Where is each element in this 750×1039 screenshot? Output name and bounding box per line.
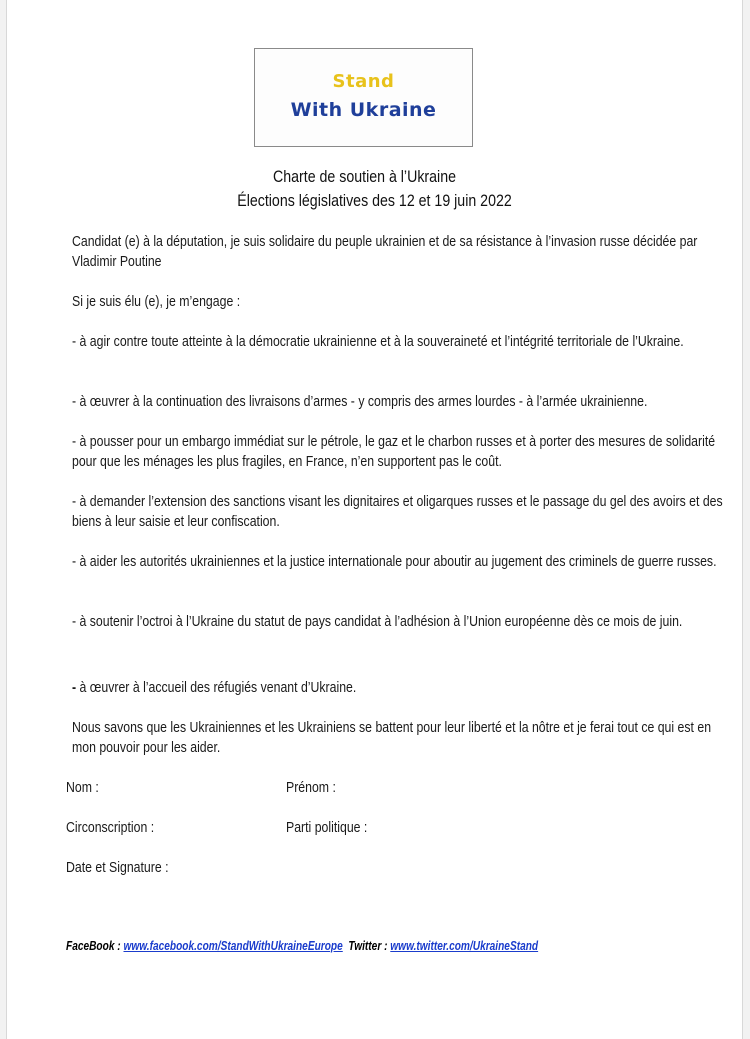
logo-line-stand: Stand <box>332 71 395 92</box>
bold-dash: - <box>72 680 77 696</box>
logo-line-with-ukraine: With Ukraine <box>290 99 437 121</box>
footer-social-links <box>66 938 538 953</box>
document-title: Charte de soutien à l’Ukraine <box>272 168 456 186</box>
field-prenom: Prénom : <box>286 780 336 796</box>
pledge-item-weapons: - à œuvrer à la continuation des livraisons d’armes - y compris des armes lourdes - à l’armée ukrainienne. <box>72 394 648 410</box>
twitter-label: Twitter : <box>348 938 388 953</box>
pledge-item-eu-candidacy: - à soutenir l’octroi à l’Ukraine du statut de pays candidat à l’adhésion à l’Union européenne dès ce mois de juin. <box>72 614 683 630</box>
field-circonscription: Circonscription : <box>66 820 155 836</box>
stand-with-ukraine-logo <box>254 48 473 147</box>
field-nom: Nom : <box>66 780 99 796</box>
document-page <box>6 0 743 1039</box>
closing-paragraph: Nous savons que les Ukrainiennes et les Ukrainiens se battent pour leur liberté et la nôtre et je ferai tout ce qui est en mon pouvoir pour les aider. <box>72 720 712 756</box>
pledge-item-refugees <box>72 678 726 698</box>
pledge-item-embargo: - à pousser pour un embargo immédiat sur le pétrole, le gaz et le charbon russes et à porter des mesures de solidarité pour que les ménages les plus fragiles, en France, n’en supportent pas le coût. <box>72 434 716 470</box>
field-parti-politique: Parti politique : <box>286 820 368 836</box>
document-subtitle: Élections législatives des 12 et 19 juin 2022 <box>237 192 512 210</box>
pledge-item-justice: - à aider les autorités ukrainiennes et la justice internationale pour aboutir au jugement des criminels de guerre russes. <box>72 554 717 570</box>
facebook-link[interactable]: www.facebook.com/StandWithUkraineEurope <box>123 938 343 953</box>
facebook-label: FaceBook : <box>66 938 121 953</box>
pledge-item-refugees-text: à œuvrer à l’accueil des réfugiés venant d’Ukraine. <box>79 680 357 696</box>
pledge-item-sanctions: - à demander l’extension des sanctions visant les dignitaires et oligarques russes et le passage du gel des avoirs et des biens à leur saisie et leur confiscation. <box>72 494 723 530</box>
pledge-heading: Si je suis élu (e), je m’engage : <box>72 294 241 310</box>
twitter-link[interactable]: www.twitter.com/UkraineStand <box>390 938 539 953</box>
field-date-signature: Date et Signature : <box>66 860 169 876</box>
intro-paragraph: Candidat (e) à la députation, je suis solidaire du peuple ukrainien et de sa résistance à l’invasion russe décidée par Vladimir Poutine <box>72 234 698 270</box>
pledge-item-democracy: - à agir contre toute atteinte à la démocratie ukrainienne et à la souveraineté et l’intégrité territoriale de l’Ukraine. <box>72 334 684 350</box>
